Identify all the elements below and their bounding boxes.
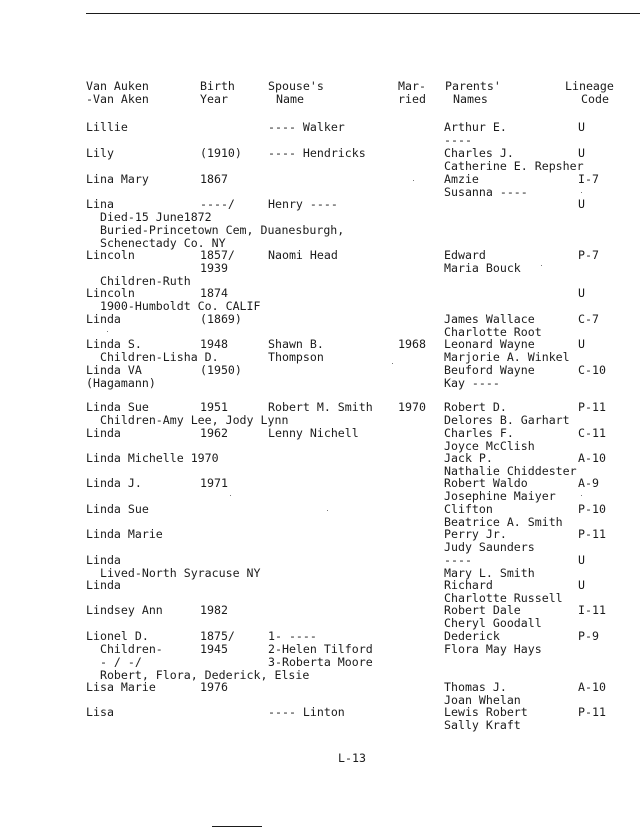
header-parents-2: Names	[453, 92, 488, 106]
cell-parents: Charles F.	[444, 426, 514, 440]
cell-lineage: P-11	[578, 400, 606, 414]
cell-spouse: Lenny Nichell	[268, 426, 359, 440]
cell-parents: Thomas J.	[444, 680, 507, 694]
header-spouse-2: Name	[276, 92, 304, 106]
cell-name: Died-15 June1872	[86, 210, 212, 224]
header-married-2: ried	[398, 92, 426, 106]
cell-name: - / -/	[86, 655, 142, 669]
cell-spouse: ---- Linton	[268, 705, 345, 719]
scan-speck	[581, 192, 582, 193]
cell-parents: Robert Waldo	[444, 476, 528, 490]
cell-name: 1900-Humboldt Co. CALIF	[86, 299, 261, 313]
cell-name: Linda	[86, 553, 121, 567]
cell-parents: Richard	[444, 578, 493, 592]
cell-parents: ----	[444, 553, 472, 567]
cell-name: Lisa	[86, 705, 114, 719]
cell-parents: Josephine Maiyer	[444, 489, 556, 503]
cell-birth: 1962	[200, 426, 228, 440]
cell-parents: Beuford Wayne	[444, 363, 535, 377]
cell-parents: Joyce McClish	[444, 439, 535, 453]
cell-parents: ----	[444, 133, 472, 147]
cell-parents: Delores B. Garhart	[444, 413, 570, 427]
cell-spouse: Henry ----	[268, 197, 338, 211]
cell-lineage: C-11	[578, 426, 606, 440]
cell-lineage: P-11	[578, 705, 606, 719]
cell-parents: Sally Kraft	[444, 718, 521, 732]
header-lineage-2: Code	[581, 92, 609, 106]
scan-speck	[541, 265, 542, 266]
cell-parents: Joan Whelan	[444, 693, 521, 707]
cell-birth: 1982	[200, 603, 228, 617]
cell-lineage: A-10	[578, 451, 606, 465]
cell-parents: Beatrice A. Smith	[444, 515, 563, 529]
cell-spouse: Thompson	[268, 350, 324, 364]
cell-lineage: U	[578, 120, 585, 134]
cell-birth: 1945	[200, 642, 228, 656]
cell-married: 1970	[398, 400, 426, 414]
cell-parents: Flora May Hays	[444, 642, 542, 656]
cell-lineage: A-9	[578, 476, 599, 490]
header-parents-1: Parents'	[445, 79, 501, 93]
cell-parents: Catherine E. Repsher	[444, 159, 584, 173]
cell-lineage: U	[578, 337, 585, 351]
cell-name: Lionel D.	[86, 629, 149, 643]
cell-parents: Mary L. Smith	[444, 566, 535, 580]
cell-married: 1968	[398, 337, 426, 351]
header-married-1: Mar-	[398, 79, 426, 93]
cell-name: Children-Ruth	[86, 274, 191, 288]
cell-name: Children-Amy Lee, Jody Lynn	[86, 413, 289, 427]
cell-name: Linda Michelle 1970	[86, 451, 219, 465]
cell-name: Lillie	[86, 120, 128, 134]
cell-lineage: I-11	[578, 603, 606, 617]
cell-spouse: Shawn B.	[268, 337, 324, 351]
cell-parents: Lewis Robert	[444, 705, 528, 719]
cell-lineage: U	[578, 146, 585, 160]
cell-name: Lina	[86, 197, 114, 211]
cell-name: Lisa Marie	[86, 680, 156, 694]
cell-lineage: U	[578, 553, 585, 567]
cell-name: Schenectady Co. NY	[86, 236, 226, 250]
bottom-rule	[212, 826, 262, 827]
cell-lineage: C-10	[578, 363, 606, 377]
cell-lineage: C-7	[578, 312, 599, 326]
cell-parents: Charles J.	[444, 146, 514, 160]
cell-name: Lincoln	[86, 286, 135, 300]
cell-name: (Hagamann)	[86, 376, 156, 390]
cell-parents: Charlotte Root	[444, 325, 542, 339]
cell-name: Linda VA	[86, 363, 142, 377]
cell-birth: (1910)	[200, 146, 242, 160]
cell-spouse: 3-Roberta Moore	[268, 655, 373, 669]
header-name-1: Van Auken	[86, 79, 149, 93]
cell-birth: 1857/	[200, 248, 235, 262]
cell-lineage: I-7	[578, 172, 599, 186]
cell-parents: Marjorie A. Winkel	[444, 350, 570, 364]
scan-speck	[392, 363, 393, 364]
cell-parents: Dederick	[444, 629, 500, 643]
cell-parents: Nathalie Chiddester	[444, 464, 577, 478]
cell-lineage: P-7	[578, 248, 599, 262]
cell-lineage: P-9	[578, 629, 599, 643]
cell-parents: Arthur E.	[444, 120, 507, 134]
cell-spouse: 2-Helen Tilford	[268, 642, 373, 656]
cell-parents: Maria Bouck	[444, 261, 521, 275]
cell-parents: Cheryl Goodall	[444, 616, 542, 630]
cell-name: Linda	[86, 426, 121, 440]
cell-lineage: U	[578, 578, 585, 592]
cell-parents: Jack P.	[444, 451, 493, 465]
cell-spouse: Naomi Head	[268, 248, 338, 262]
cell-name: Lincoln	[86, 248, 135, 262]
cell-birth: (1950)	[200, 363, 242, 377]
cell-birth: 1976	[200, 680, 228, 694]
cell-parents: Edward	[444, 248, 486, 262]
header-spouse-1: Spouse's	[268, 79, 324, 93]
cell-birth: 1867	[200, 172, 228, 186]
cell-name: Buried-Princetown Cem, Duanesburgh,	[86, 223, 345, 237]
cell-parents: Susanna ----	[444, 185, 528, 199]
cell-name: Linda Marie	[86, 527, 163, 541]
scan-speck	[107, 331, 108, 332]
cell-name: Children-Lisha D.	[86, 350, 219, 364]
cell-name: Lived-North Syracuse NY	[86, 566, 261, 580]
cell-lineage: U	[578, 197, 585, 211]
cell-name: Robert, Flora, Dederick, Elsie	[86, 668, 310, 682]
cell-name: Linda Sue	[86, 400, 149, 414]
cell-lineage: A-10	[578, 680, 606, 694]
header-birth-2: Year	[200, 92, 228, 106]
cell-name: Lina Mary	[86, 172, 149, 186]
cell-parents: Robert D.	[444, 400, 507, 414]
cell-parents: Perry Jr.	[444, 527, 507, 541]
cell-spouse: 1- ----	[268, 629, 317, 643]
scan-speck	[581, 495, 582, 496]
top-rule	[86, 13, 640, 14]
cell-birth: 1951	[200, 400, 228, 414]
cell-parents: Judy Saunders	[444, 540, 535, 554]
cell-name: Linda	[86, 578, 121, 592]
cell-name: Linda S.	[86, 337, 142, 351]
scan-speck	[413, 180, 414, 181]
cell-lineage: P-11	[578, 527, 606, 541]
cell-name: Linda Sue	[86, 502, 149, 516]
cell-parents: Amzie	[444, 172, 479, 186]
cell-spouse: Robert M. Smith	[268, 400, 373, 414]
cell-birth: ----/	[200, 197, 235, 211]
cell-parents: Charlotte Russell	[444, 591, 563, 605]
cell-lineage: P-10	[578, 502, 606, 516]
cell-name: Linda J.	[86, 476, 142, 490]
scan-speck	[230, 495, 231, 496]
cell-lineage: U	[578, 286, 585, 300]
cell-parents: James Wallace	[444, 312, 535, 326]
cell-birth: 1948	[200, 337, 228, 351]
cell-birth: 1875/	[200, 629, 235, 643]
cell-spouse: ---- Walker	[268, 120, 345, 134]
cell-name: Lindsey Ann	[86, 603, 163, 617]
cell-birth: 1971	[200, 476, 228, 490]
cell-birth: 1939	[200, 261, 228, 275]
scan-speck	[327, 510, 328, 511]
cell-parents: Clifton	[444, 502, 493, 516]
page-number: L-13	[338, 751, 366, 765]
header-name-2: -Van Aken	[86, 92, 149, 106]
cell-spouse: ---- Hendricks	[268, 146, 366, 160]
cell-parents: Kay ----	[444, 376, 500, 390]
cell-parents: Leonard Wayne	[444, 337, 535, 351]
cell-birth: (1869)	[200, 312, 242, 326]
header-birth-1: Birth	[200, 79, 235, 93]
cell-name: Children-	[86, 642, 163, 656]
cell-name: Lily	[86, 146, 114, 160]
cell-parents: Robert Dale	[444, 603, 521, 617]
cell-birth: 1874	[200, 286, 228, 300]
header-lineage-1: Lineage	[565, 79, 614, 93]
cell-name: Linda	[86, 312, 121, 326]
